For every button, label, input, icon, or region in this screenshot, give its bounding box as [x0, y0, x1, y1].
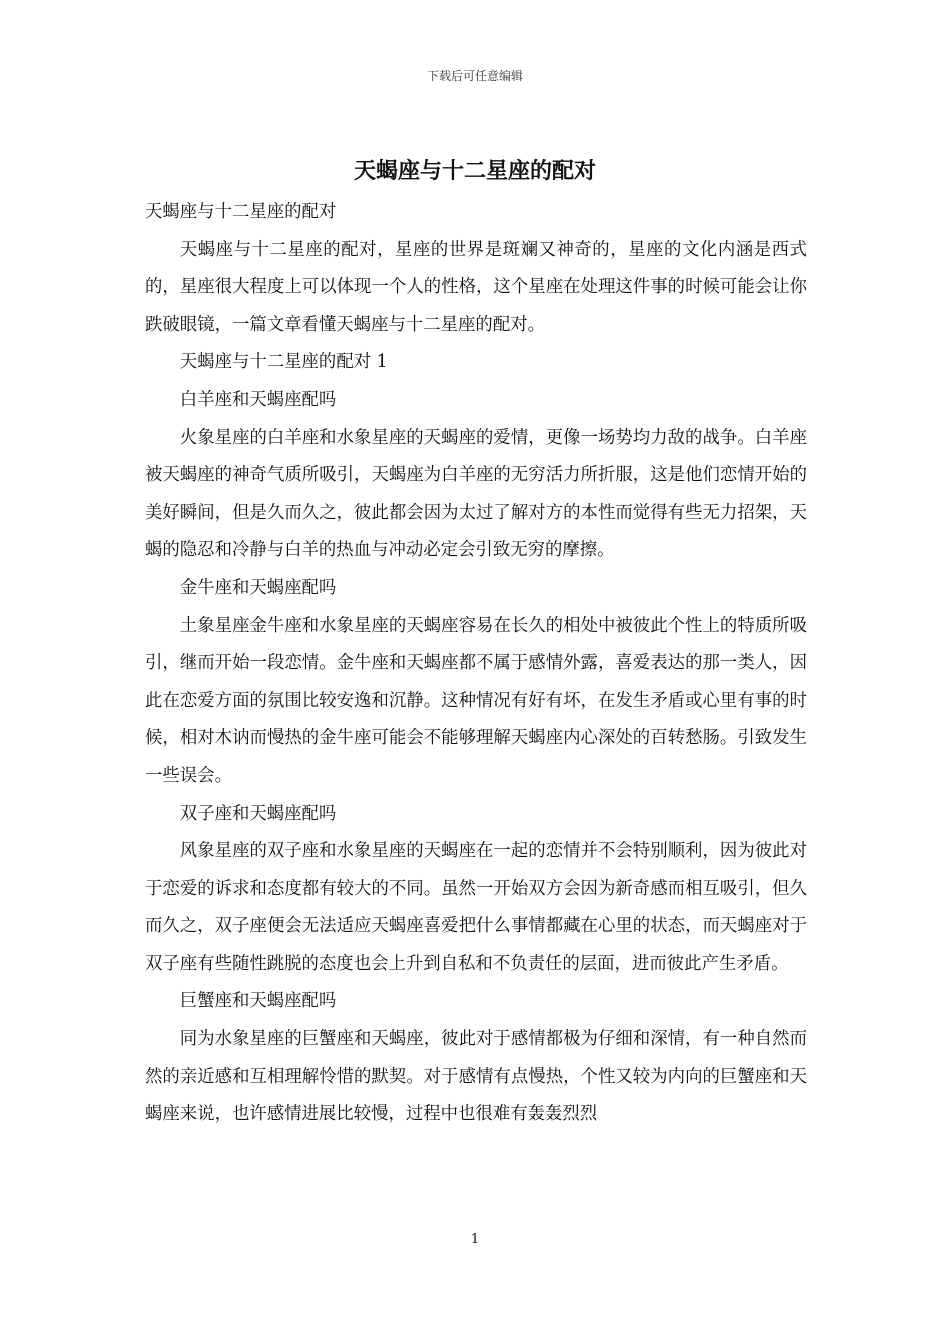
paragraph: 风象星座的双子座和水象星座的天蝎座在一起的恋情并不会特别顺利，因为彼此对于恋爱的诉求和态度都有较大的不同。虽然一开始双方会因为新奇感而相互吸引，但久而久之，双子座便会无法适应天蝎座喜爱把什么事情都藏在心里的状态，而天蝎座对于双子座有些随性跳脱的态度也会上升到自私和不负责任的层面，进而彼此产生矛盾。: [145, 841, 807, 974]
subsection-heading: 白羊座和天蝎座配吗: [179, 389, 337, 410]
paragraph: 天蝎座与十二星座的配对，星座的世界是斑斓又神奇的，星座的文化内涵是西式的，星座很大程度上可以体现一个人的性格，这个星座在处理这件事的时候可能会让你跌破眼镜，一篇文章看懂天蝎座与十二星座的配对。: [145, 239, 807, 335]
paragraph: 火象星座的白羊座和水象星座的天蝎座的爱情，更像一场势均力敌的战争。白羊座被天蝎座的神奇气质所吸引，天蝎座为白羊座的无穷活力所折服，这是他们恋情开始的美好瞬间，但是久而久之，彼此都会因为太过了解对方的本性而觉得有些无力招架，天蝎的隐忍和冷静与白羊的热血与冲动必定会引致无穷的摩擦。: [145, 427, 807, 561]
paragraph: 土象星座金牛座和水象星座的天蝎座容易在长久的相处中被彼此个性上的特质所吸引，继而开始一段恋情。金牛座和天蝎座都不属于感情外露，喜爱表达的那一类人，因此在恋爱方面的氛围比较安逸和沉静。这种情况有好有坏，在发生矛盾或心里有事的时候，相对木讷而慢热的金牛座可能会不能够理解天蝎座内心深处的百转愁肠。引致发生一些误会。: [145, 615, 807, 786]
document-body: [145, 194, 807, 1134]
section-heading: 天蝎座与十二星座的配对 1: [179, 352, 388, 373]
document-title: 天蝎座与十二星座的配对: [353, 159, 596, 184]
subsection-heading: 双子座和天蝎座配吗: [179, 803, 337, 824]
subsection-heading: 巨蟹座和天蝎座配吗: [179, 991, 337, 1012]
page-number: 1: [470, 1232, 480, 1247]
paragraph: 同为水象星座的巨蟹座和天蝎座，彼此对于感情都极为仔细和深情，有一种自然而然的亲近感和互相理解怜惜的默契。对于感情有点慢热，个性又较为内向的巨蟹座和天蝎座来说，也许感情进展比较慢，过程中也很难有轰轰烈烈: [145, 1029, 807, 1125]
paragraph: 天蝎座与十二星座的配对: [145, 202, 337, 222]
page-header: 下载后可任意编辑: [426, 69, 523, 83]
subsection-heading: 金牛座和天蝎座配吗: [179, 577, 337, 598]
